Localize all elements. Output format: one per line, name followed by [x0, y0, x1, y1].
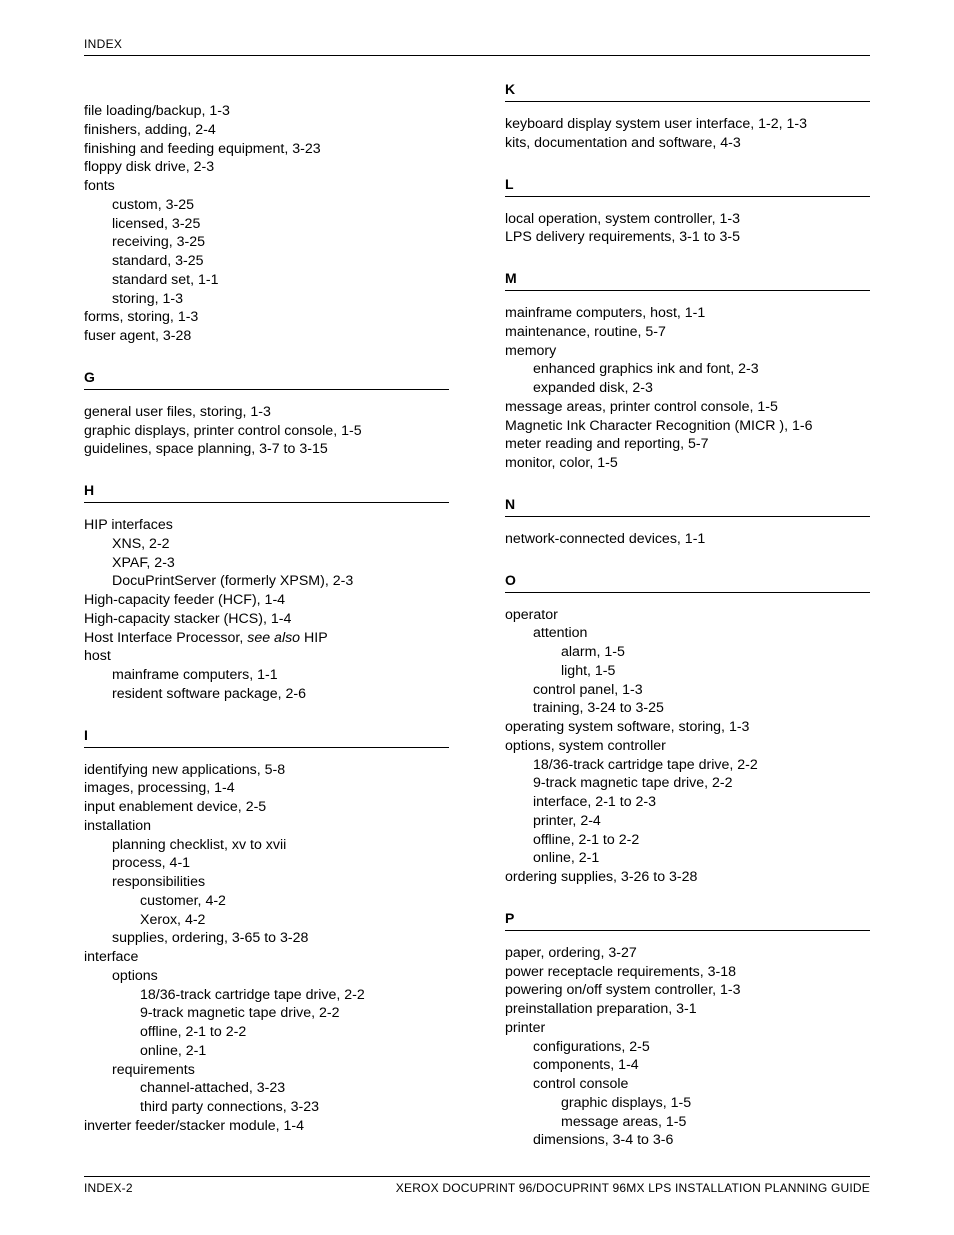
index-entry: images, processing, 1-4 [84, 780, 235, 797]
index-subentry: standard set, 1-1 [112, 271, 219, 288]
index-section-i [84, 726, 449, 1136]
index-subsubentry: 9-track magnetic tape drive, 2-2 [140, 1005, 340, 1022]
index-subentry: interface, 2-1 to 2-3 [533, 794, 657, 810]
index-subsubentry: customer, 4-2 [140, 892, 226, 909]
index-entry: High-capacity stacker (HCS), 1-4 [84, 610, 292, 627]
index-subentry: options [112, 967, 158, 984]
index-column-right [505, 80, 870, 1150]
index-subentry: standard, 3-25 [112, 253, 204, 269]
index-subentry: control panel, 1-3 [533, 681, 643, 698]
index-entry: kits, documentation and software, 4-3 [505, 134, 741, 151]
index-subsubentry: third party connections, 3-23 [140, 1099, 320, 1115]
index-subentry: DocuPrintServer (formerly XPSM), 2-3 [112, 573, 354, 590]
index-subentry: planning checklist, xv to xvii [112, 836, 287, 853]
index-entry: input enablement device, 2-5 [84, 799, 267, 815]
index-subentry: requirements [112, 1061, 195, 1078]
index-entry: finishing and feeding equipment, 3-23 [84, 140, 321, 157]
index-entry: identifying new applications, 5-8 [84, 761, 286, 778]
index-entry: Magnetic Ink Character Recognition (MICR ), 1-6 [505, 417, 813, 434]
index-subentry: components, 1-4 [533, 1057, 639, 1074]
index-entry: LPS delivery requirements, 3-1 to 3-5 [505, 229, 740, 246]
index-entry: printer [505, 1019, 546, 1036]
entry-text: Host Interface Processor, [84, 629, 248, 646]
index-subentry: process, 4-1 [112, 855, 191, 872]
index-entry [84, 629, 449, 648]
index-entry: keyboard display system user interface, 1-2, 1-3 [505, 116, 808, 132]
index-subentry: dimensions, 3-4 to 3-6 [533, 1132, 674, 1149]
index-subentry: 9-track magnetic tape drive, 2-2 [533, 775, 733, 792]
index-subsubentry: light, 1-5 [561, 662, 616, 679]
index-entry: local operation, system controller, 1-3 [505, 210, 740, 227]
section-letter: N [505, 495, 870, 517]
index-entry: powering on/off system controller, 1-3 [505, 982, 741, 999]
index-subentry: supplies, ordering, 3-65 to 3-28 [112, 930, 309, 947]
section-letter: L [505, 175, 870, 197]
index-section-h [84, 481, 449, 704]
index-section-o [505, 571, 870, 887]
section-letter: H [84, 481, 449, 503]
index-subentry: storing, 1-3 [112, 290, 183, 307]
index-section-l [505, 175, 870, 248]
entry-text: HIP [300, 629, 328, 646]
footer-rule [84, 1176, 870, 1177]
index-entry: preinstallation preparation, 3-1 [505, 1001, 697, 1017]
index-subentry: attention [533, 625, 588, 642]
page-header: INDEX [84, 37, 123, 51]
index-subsubentry: online, 2-1 [140, 1042, 207, 1059]
index-subsubentry: offline, 2-1 to 2-2 [140, 1024, 247, 1040]
index-entry: inverter feeder/stacker module, 1-4 [84, 1117, 305, 1134]
section-letter: M [505, 269, 870, 291]
index-subentry: online, 2-1 [533, 850, 600, 867]
index-entry: fonts [84, 178, 115, 194]
index-subentry: control console [533, 1076, 629, 1092]
index-entry: guidelines, space planning, 3-7 to 3-15 [84, 441, 328, 458]
index-entry: floppy disk drive, 2-3 [84, 159, 215, 176]
index-subentry: custom, 3-25 [112, 196, 195, 213]
index-entry: graphic displays, printer control console, 1-5 [84, 422, 362, 439]
index-subsubentry: alarm, 1-5 [561, 644, 625, 660]
index-entry: network-connected devices, 1-1 [505, 530, 706, 547]
index-subsubentry: Xerox, 4-2 [140, 911, 206, 928]
index-entry: operator [505, 606, 558, 623]
index-subsubentry: 18/36-track cartridge tape drive, 2-2 [140, 986, 365, 1003]
index-entry: operating system software, storing, 1-3 [505, 719, 750, 735]
index-section-k [505, 80, 870, 153]
index-section-p [505, 909, 870, 1150]
page-number: INDEX-2 [84, 1181, 133, 1195]
index-subentry: resident software package, 2-6 [112, 685, 307, 702]
index-entry: memory [505, 342, 557, 359]
section-letter: G [84, 368, 449, 390]
index-subentry: printer, 2-4 [533, 812, 601, 829]
index-section-n [505, 495, 870, 549]
index-subentry: 18/36-track cartridge tape drive, 2-2 [533, 756, 758, 773]
index-entry: ordering supplies, 3-26 to 3-28 [505, 869, 698, 885]
index-subentry: training, 3-24 to 3-25 [533, 700, 664, 717]
header-rule [84, 55, 870, 56]
index-subentry: responsibilities [112, 874, 206, 890]
index-subentry: licensed, 3-25 [112, 215, 201, 232]
section-letter: K [505, 80, 870, 102]
index-entry: fuser agent, 3-28 [84, 328, 192, 344]
section-letter: P [505, 909, 870, 931]
section-letter: I [84, 726, 449, 748]
index-entry: maintenance, routine, 5-7 [505, 323, 666, 340]
index-entry: installation [84, 817, 152, 834]
see-also-text: see also [247, 629, 301, 646]
section-letter: O [505, 571, 870, 593]
index-entry: interface [84, 949, 139, 965]
index-entry: finishers, adding, 2-4 [84, 121, 216, 138]
index-subsubentry: message areas, 1-5 [561, 1113, 687, 1130]
index-section-m [505, 269, 870, 473]
index-subentry: configurations, 2-5 [533, 1038, 650, 1055]
index-entry: HIP interfaces [84, 517, 173, 533]
index-subentry: expanded disk, 2-3 [533, 380, 653, 396]
index-entry: general user files, storing, 1-3 [84, 403, 271, 420]
document-title: XEROX DOCUPRINT 96/DOCUPRINT 96MX LPS INSTALLATION PLANNING GUIDE [395, 1181, 870, 1195]
index-subsubentry: channel-attached, 3-23 [140, 1080, 286, 1097]
index-entry: paper, ordering, 3-27 [505, 944, 637, 961]
index-subentry: mainframe computers, 1-1 [112, 667, 278, 683]
index-subentry: receiving, 3-25 [112, 234, 206, 251]
index-subentry: offline, 2-1 to 2-2 [533, 831, 640, 848]
index-column-left [84, 80, 449, 1136]
index-subsubentry: graphic displays, 1-5 [561, 1094, 692, 1111]
index-section-f [84, 102, 449, 346]
index-subentry: XPAF, 2-3 [112, 554, 175, 571]
index-entry: file loading/backup, 1-3 [84, 103, 230, 119]
index-subentry: enhanced graphics ink and font, 2-3 [533, 361, 759, 378]
index-section-g [84, 368, 449, 459]
index-entry: forms, storing, 1-3 [84, 309, 199, 326]
index-entry: meter reading and reporting, 5-7 [505, 436, 709, 453]
index-entry: monitor, color, 1-5 [505, 455, 618, 471]
index-entry: host [84, 648, 111, 665]
index-entry: High-capacity feeder (HCF), 1-4 [84, 592, 286, 608]
index-entry: power receptacle requirements, 3-18 [505, 963, 737, 980]
index-entry: mainframe computers, host, 1-1 [505, 305, 706, 321]
index-entry: options, system controller [505, 737, 666, 754]
index-subentry: XNS, 2-2 [112, 535, 170, 552]
index-entry: message areas, printer control console, 1-5 [505, 398, 778, 415]
